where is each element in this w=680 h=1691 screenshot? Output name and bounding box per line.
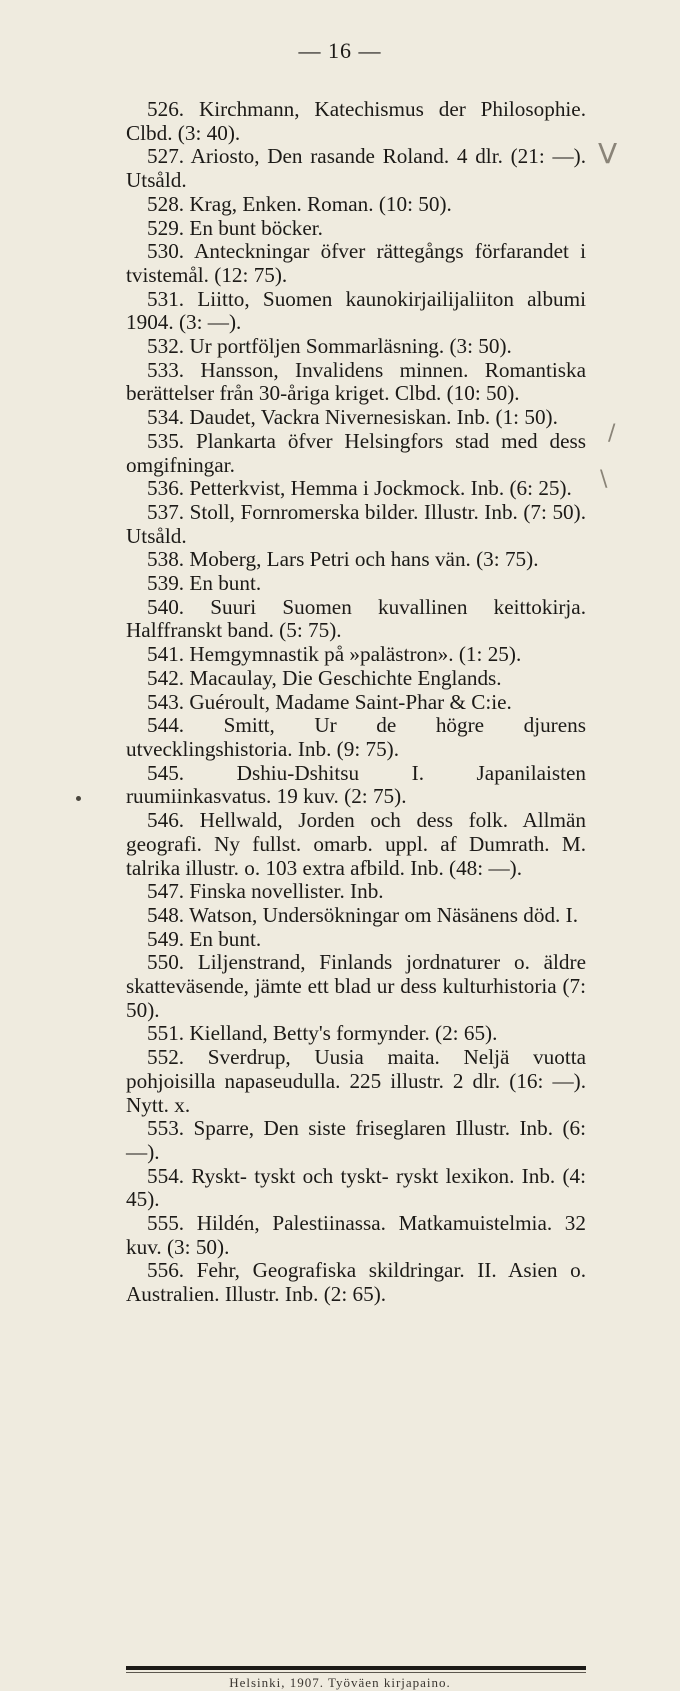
- closing-rule: [126, 1666, 586, 1670]
- closing-rule-thin: [126, 1672, 586, 1673]
- catalog-entry: 554. Ryskt- tyskt och tyskt- ryskt lexikon. Inb. (4: 45).: [126, 1163, 586, 1212]
- catalog-entry-list: [126, 98, 586, 1307]
- catalog-entry: 538. Moberg, Lars Petri och hans vän. (3: 75).: [147, 547, 539, 572]
- catalog-entry: 537. Stoll, Fornromerska bilder. Illustr. Inb. (7: 50). Utsåld.: [126, 499, 586, 548]
- catalog-entry: 530. Anteckningar öfver rättegångs förfarandet i tvistemål. (12: 75).: [126, 239, 586, 287]
- margin-check-mark: /: [608, 421, 616, 446]
- catalog-entry: 532. Ur portföljen Sommarläsning. (3: 50).: [147, 334, 512, 359]
- catalog-entry: 536. Petterkvist, Hemma i Jockmock. Inb. (6: 25).: [147, 476, 572, 501]
- catalog-entry: 539. En bunt.: [147, 571, 262, 596]
- page-number: — 16 —: [298, 38, 382, 63]
- catalog-entry: 545. Dshiu-Dshitsu I. Japanilaisten ruumiinkasvatus. 19 kuv. (2: 75).: [126, 760, 586, 809]
- catalog-entry: 529. En bunt böcker.: [147, 215, 323, 240]
- catalog-entry: 528. Krag, Enken. Roman. (10: 50).: [147, 191, 452, 216]
- catalog-entry: 542. Macaulay, Die Geschichte Englands.: [147, 665, 502, 690]
- catalog-entry: 553. Sparre, Den siste friseglaren Illustr. Inb. (6: —).: [126, 1116, 586, 1164]
- margin-dot: [76, 796, 81, 801]
- catalog-entry: 552. Sverdrup, Uusia maita. Neljä vuotta pohjoisilla napaseudulla. 225 illustr. 2 dlr. (16: —). Nytt. x.: [126, 1045, 586, 1117]
- catalog-entry: 548. Watson, Undersökningar om Näsänens död. I.: [147, 902, 579, 927]
- catalog-entry: 543. Guéroult, Madame Saint-Phar & C:ie.: [147, 689, 512, 714]
- catalog-entry: 551. Kielland, Betty's formynder. (2: 65).: [147, 1021, 498, 1046]
- catalog-entry: 540. Suuri Suomen kuvallinen keittokirja. Halffranskt band. (5: 75).: [126, 594, 586, 643]
- catalog-entry: 526. Kirchmann, Katechismus der Philosophie. Clbd. (3: 40).: [126, 97, 586, 145]
- margin-check-mark: \: [600, 467, 608, 492]
- catalog-entry: 549. En bunt.: [147, 926, 262, 951]
- catalog-entry: 546. Hellwald, Jorden och dess folk. Allmän geografi. Ny fullst. omarb. uppl. af Dumrath. M. talrika illustr. o. 103 extra afbild. Inb. (48: —).: [126, 808, 586, 880]
- margin-check-mark: V: [598, 137, 618, 170]
- catalog-entry: 531. Liitto, Suomen kaunokirjailijaliiton albumi 1904. (3: —).: [126, 286, 586, 335]
- catalog-entry: 533. Hansson, Invalidens minnen. Romantiska berättelser från 30-åriga kriget. Clbd. (10: 50).: [126, 357, 586, 406]
- printer-imprint: Helsinki, 1907. Työväen kirjapaino.: [229, 1675, 451, 1690]
- catalog-entry: 535. Plankarta öfver Helsingfors stad med dess omgifningar.: [126, 428, 586, 477]
- catalog-entry: 544. Smitt, Ur de högre djurens utvecklingshistoria. Inb. (9: 75).: [126, 713, 586, 761]
- catalog-entry: 550. Liljenstrand, Finlands jordnaturer o. äldre skatteväsende, jämte ett blad ur dess kulturhistoria (7: 50).: [126, 950, 586, 1022]
- catalog-entry: 556. Fehr, Geografiska skildringar. II. Asien o. Australien. Illustr. Inb. (2: 65).: [126, 1258, 586, 1307]
- catalog-entry: 547. Finska novellister. Inb.: [147, 879, 384, 904]
- catalog-entry: 555. Hildén, Palestiinassa. Matkamuistelmia. 32 kuv. (3: 50).: [126, 1211, 586, 1259]
- catalog-entry: 534. Daudet, Vackra Nivernesiskan. Inb. (1: 50).: [147, 405, 558, 430]
- catalog-entry: 527. Ariosto, Den rasande Roland. 4 dlr. (21: —). Utsåld.: [126, 144, 586, 193]
- catalog-entry: 541. Hemgymnastik på »palästron». (1: 25).: [147, 642, 522, 667]
